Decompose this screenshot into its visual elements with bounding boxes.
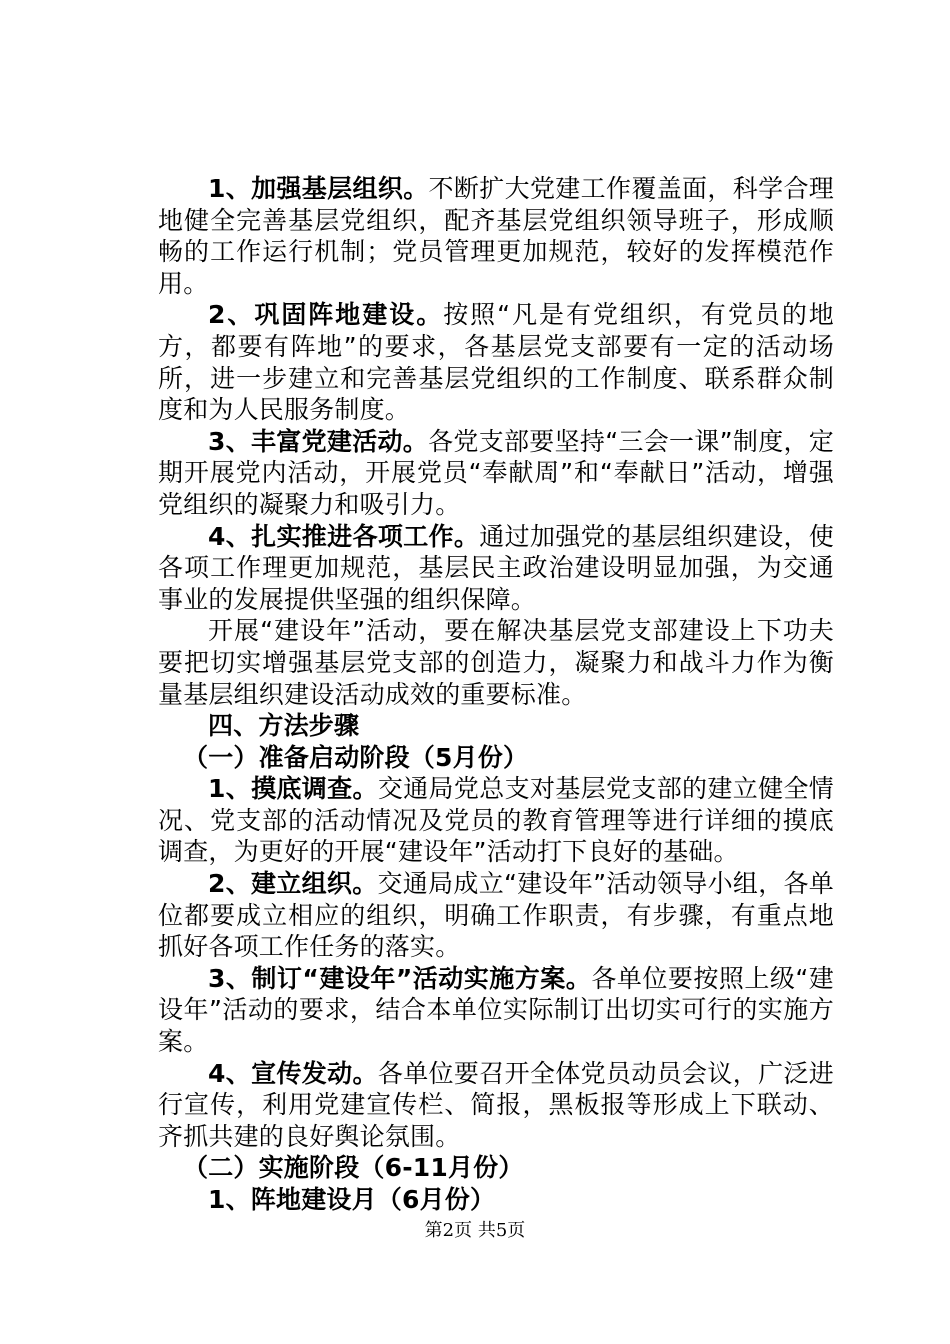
paragraph-text: 按照“凡是有党组织，有党员的地方，都要有阵地”的要求，各基层党支部要有一定的活动场所，进一步建立和完善基层党组织的工作制度、联系群众制度和为人民服务制度。 <box>158 300 835 425</box>
item-text: 各单位要召开全体党员动员会议，广泛进行宣传，利用党建宣传栏、简报，黑板报等形成上下联动、齐抓共建的良好舆论氛围。 <box>158 1058 834 1151</box>
paragraph-lead: 3、丰富党建活动。 <box>208 426 429 456</box>
item-text: 交通局党总支对基层党支部的建立健全情况、党支部的活动情况及党员的教育管理等进行详细的摸底调查，为更好的开展“建设年”活动打下良好的基础。 <box>158 774 834 867</box>
paragraph-enrich-activities <box>158 426 834 521</box>
paragraph-lead: 2、巩固阵地建设。 <box>208 300 444 330</box>
document-body <box>158 173 834 1216</box>
stage1-item-plan <box>158 963 834 1058</box>
paragraph-consolidate-base <box>158 299 834 425</box>
stage1-item-publicity <box>158 1058 834 1153</box>
paragraph-lead: 1、加强基层组织。 <box>208 174 429 203</box>
item-text: 各单位要按照上级“建设年”活动的要求，结合本单位实际制订出切实可行的实施方案。 <box>158 963 834 1057</box>
stage1-item-organization <box>158 868 834 963</box>
paragraph-strengthen-organization <box>158 173 834 299</box>
paragraph-advance-work <box>158 521 834 616</box>
paragraph-text: 不断扩大党建工作覆盖面，科学合理地健全完善基层党组织，配齐基层党组织领导班子，形成顺畅的工作运行机制；党员管理更加规范，较好的发挥模范作用。 <box>158 174 834 298</box>
paragraph-text: 开展“建设年”活动，要在解决基层党支部建设上下功夫要把切实增强基层党支部的创造力，凝聚力和战斗力作为衡量基层组织建设活动成效的重要标准。 <box>158 616 834 709</box>
paragraph-construction-year <box>158 615 834 710</box>
stage-heading-implementation: （二）实施阶段（6-11月份） <box>183 1153 524 1183</box>
item-text: 交通局成立“建设年”活动领导小组，各单位都要成立相应的组织，明确工作职责，有步骤，有重点地抓好各项工作任务的落实。 <box>158 869 834 962</box>
paragraph-lead: 4、扎实推进各项工作。 <box>208 521 480 551</box>
stage1-item-survey <box>158 773 834 868</box>
stage2-item-base-month: 1、阵地建设月（6月份） <box>208 1185 496 1214</box>
section-heading-methods: 四、方法步骤 <box>208 711 360 741</box>
page-footer: 第2页 共5页 <box>424 1220 526 1241</box>
item-lead: 4、宣传发动。 <box>208 1058 378 1088</box>
item-lead: 1、摸底调查。 <box>208 774 378 804</box>
paragraph-text: 各党支部要坚持“三会一课”制度，定期开展党内活动，开展党员“奉献周”和“奉献日”活动，增强党组织的凝聚力和吸引力。 <box>158 426 834 519</box>
paragraph-text: 通过加强党的基层组织建设，使各项工作理更加规范，基层民主政治建设明显加强，为交通事业的发展提供坚强的组织保障。 <box>158 521 834 614</box>
item-lead: 3、制订“建设年”活动实施方案。 <box>208 963 592 993</box>
item-lead: 2、建立组织。 <box>208 869 378 899</box>
stage-heading-preparation: （一）准备启动阶段（5月份） <box>183 742 529 772</box>
